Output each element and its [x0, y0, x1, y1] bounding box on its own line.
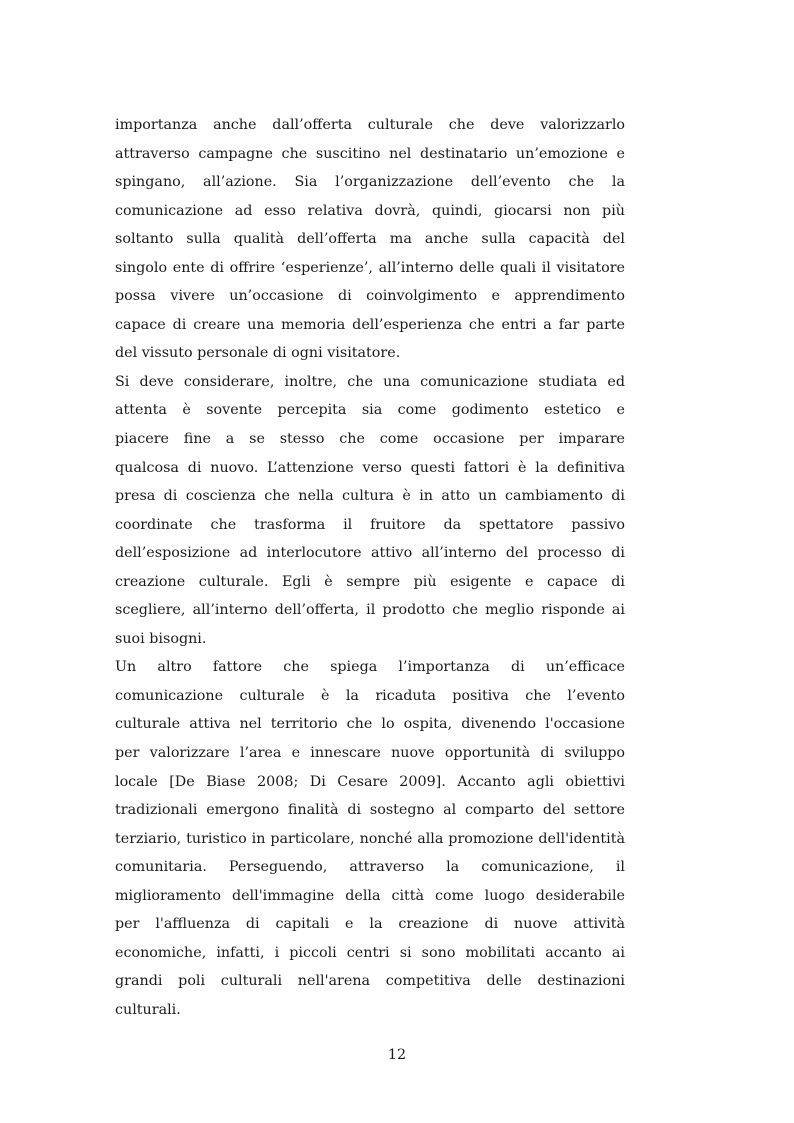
text-line: soltanto sulla qualità dell’offerta ma anche sulla capacità del: [115, 231, 625, 248]
text-line: presa di coscienza che nella cultura è in atto un cambiamento di: [115, 488, 625, 505]
text-line: comunicazione culturale è la ricaduta positiva che l’evento: [115, 687, 625, 704]
text-line: miglioramento dell'immagine della città come luogo desiderabile: [115, 887, 625, 904]
text-line: comunicazione ad esso relativa dovrà, quindi, giocarsi non più: [115, 202, 625, 219]
text-line: per l'affluenza di capitali e la creazione di nuove attività: [115, 916, 625, 933]
text-line: qualcosa di nuovo. L’attenzione verso questi fattori è la definitiva: [115, 459, 625, 476]
text-line: dell’esposizione ad interlocutore attivo all’interno del processo di: [115, 545, 625, 562]
text-line: possa vivere un’occasione di coinvolgimento e apprendimento: [115, 288, 625, 305]
text-line: suoi bisogni.: [115, 630, 207, 647]
text-line: culturale attiva nel territorio che lo ospita, divenendo l'occasione: [115, 716, 625, 733]
text-line: del vissuto personale di ogni visitatore.: [115, 345, 401, 362]
text-line: per valorizzare l’area e innescare nuove opportunità di sviluppo: [115, 745, 625, 762]
body-text: [115, 111, 625, 1025]
text-line: piacere fine a se stesso che come occasione per imparare: [115, 431, 625, 448]
text-line: coordinate che trasforma il fruitore da spettatore passivo: [115, 516, 625, 533]
page-number: 12: [387, 1047, 407, 1063]
text-line: spingano, all’azione. Sia l’organizzazione dell’evento che la: [115, 174, 625, 191]
text-line: terziario, turistico in particolare, nonché alla promozione dell'identità: [115, 830, 625, 847]
text-line: locale [De Biase 2008; Di Cesare 2009]. Accanto agli obiettivi: [115, 773, 625, 790]
text-line: attenta è sovente percepita sia come godimento estetico e: [115, 402, 625, 419]
text-line: creazione culturale. Egli è sempre più esigente e capace di: [115, 573, 625, 590]
text-line: grandi poli culturali nell'arena competitiva delle destinazioni: [115, 973, 625, 990]
text-line: Si deve considerare, inoltre, che una comunicazione studiata ed: [115, 373, 625, 390]
text-line: tradizionali emergono finalità di sostegno al comparto del settore: [115, 802, 625, 819]
text-line: culturali.: [115, 1001, 181, 1018]
text-line: Un altro fattore che spiega l’importanza di un’efficace: [115, 659, 625, 676]
text-line: importanza anche dall’offerta culturale che deve valorizzarlo: [115, 117, 625, 133]
text-line: singolo ente di offrire ‘esperienze’, all’interno delle quali il visitatore: [115, 259, 625, 276]
text-line: capace di creare una memoria dell’esperienza che entri a far parte: [115, 316, 625, 333]
text-line: comunitaria. Perseguendo, attraverso la comunicazione, il: [115, 859, 625, 876]
text-line: scegliere, all’interno dell’offerta, il prodotto che meglio risponde ai: [115, 602, 625, 619]
text-line: attraverso campagne che suscitino nel destinatario un’emozione e: [115, 145, 625, 162]
text-line: economiche, infatti, i piccoli centri si sono mobilitati accanto ai: [115, 944, 625, 961]
